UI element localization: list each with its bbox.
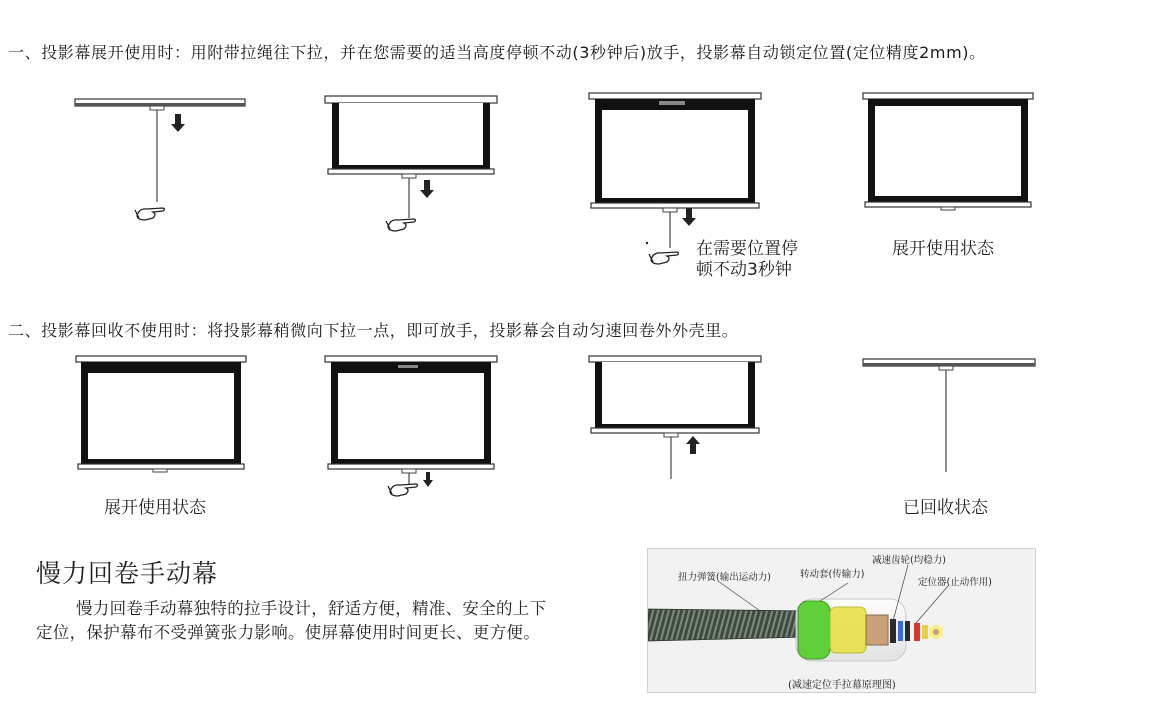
down-arrow-icon [423,472,433,487]
down-arrow-icon [682,208,696,226]
hand-icon [649,252,679,264]
torsion-spring [648,609,808,641]
hand-icon [388,484,418,496]
step3-caption-line1: 在需要位置停 [696,239,798,259]
product-description-line2: 定位，保护幕布不受弹簧张力影响。使屏幕使用时间更长、更方便。 [36,623,540,642]
step4-caption: 展开使用状态 [892,239,994,259]
mechanism-diagram [647,548,1036,693]
retract-step4-retracted-diagram [858,352,1043,477]
retract-step4-caption: 已回收状态 [903,498,988,518]
step1-retracted-screen-diagram [70,92,260,232]
down-arrow-icon [420,180,434,198]
hand-icon [135,208,165,220]
retract-step1-caption: 展开使用状态 [104,498,206,518]
down-arrow-icon [171,114,185,132]
up-arrow-icon [686,436,700,454]
step2-pulling-screen-diagram [320,92,510,242]
label-rotating-sleeve: 转动套(传输力) [800,569,865,580]
rotating-sleeve [798,601,830,659]
label-locator: 定位器(止动作用) [918,577,992,588]
section1-heading: 一、投影幕展开使用时：用附带拉绳往下拉，并在您需要的适当高度停顿不动(3秒钟后)放手，投影幕自动锁定位置(定位精度2mm)。 [8,43,986,62]
reduction-gear [890,619,896,643]
section2-heading: 二、投影幕回收不使用时：将投影幕稍微向下拉一点，即可放手，投影幕会自动匀速回卷外外壳里。 [8,321,739,340]
mechanism-caption: (减速定位手拉幕原理图) [788,680,896,691]
retract-step2-pull-diagram [320,352,505,507]
product-description [36,597,546,645]
product-description-line1: 慢力回卷手动幕独特的拉手设计，舒适方便，精准、安全的上下 [76,599,547,618]
retract-step1-deployed-diagram [72,352,252,477]
step3-caption-line2: 顿不动3秒钟 [696,260,792,280]
label-reduction-gear: 减速齿轮(均稳力) [872,555,946,566]
retract-step3-rolling-diagram [585,352,770,487]
label-torsion-spring: 扭力弹簧(输出运动力) [678,572,771,583]
hand-icon [386,219,416,231]
step4-deployed-screen-diagram [858,88,1048,218]
product-title: 慢力回卷手动幕 [36,559,219,588]
locator [914,623,920,641]
